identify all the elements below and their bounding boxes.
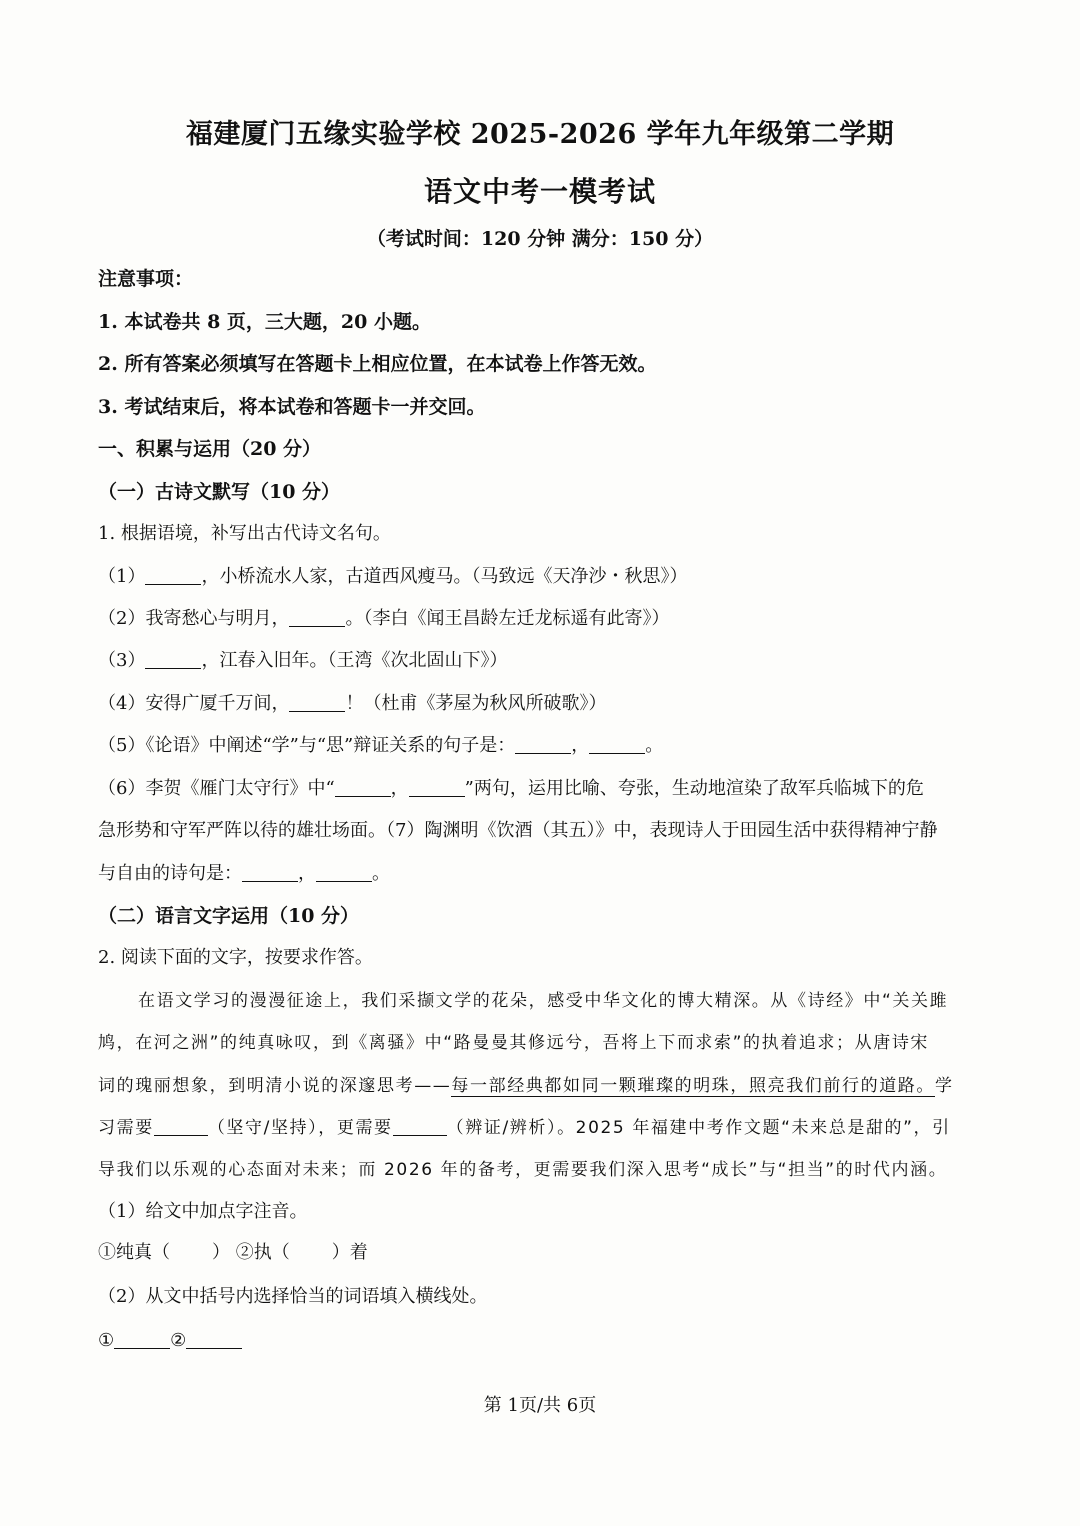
- answer-blank: [145, 568, 201, 585]
- passage-line-4: [98, 1115, 951, 1141]
- passage-line-3-text: 词的瑰丽想象，到明清小说的深邃思考——: [98, 1076, 452, 1096]
- question-1-stem: 1. 根据语境，补写出古代诗文名句。: [98, 523, 391, 544]
- q1-item-1-prefix: （1）: [98, 566, 146, 587]
- q1-item-5-end: 。: [645, 735, 664, 756]
- sub-question-1-answer: [98, 1240, 368, 1266]
- q1-item-7-text: 与自由的诗句是：: [98, 863, 242, 884]
- answer-blank: [289, 695, 345, 712]
- q1-item-2-text: （2）我寄愁心与明月，: [98, 608, 290, 629]
- q1-item-1: [98, 564, 687, 590]
- answer-blank: [393, 1119, 447, 1136]
- q1-item-3: [98, 648, 507, 674]
- answer-1-label: ①纯: [98, 1242, 134, 1263]
- note-item-1: 1. 本试卷共 8 页，三大题，20 小题。: [98, 311, 431, 333]
- passage-line-5: 导我们以乐观的心态面对未来；而 2026 年的备考，更需要我们深入思考“成长”与“担当”的时代内涵。: [98, 1160, 948, 1180]
- sub-question-1: （1）给文中加点字注音。: [98, 1201, 308, 1222]
- answer-2-char: 执: [253, 1242, 272, 1263]
- passage-line-3-end: 学: [935, 1076, 954, 1096]
- passage-line-4-c: （辨证/辨析）。2025 年福建中考作文题“未来总是甜的”，引: [446, 1118, 951, 1138]
- answer-blank: [409, 780, 465, 797]
- answer-1-label: ①: [98, 1330, 115, 1351]
- q1-item-7: [98, 861, 390, 887]
- exam-info: （考试时间：120 分钟 满分：150 分）: [366, 228, 714, 250]
- answer-2-label: ②: [170, 1330, 187, 1351]
- answer-blank: [289, 610, 345, 627]
- q1-item-7-end: 。: [372, 863, 390, 884]
- note-item-2: 2. 所有答案必须填写在答题卡上相应位置，在本试卷上作答无效。: [98, 353, 657, 375]
- passage-line-4-b: （坚守/坚持），更需要: [207, 1118, 393, 1138]
- answer-blank: [242, 865, 298, 882]
- q1-item-2: [98, 606, 669, 632]
- answer-blank: [515, 737, 571, 754]
- passage-line-4-a: 习需要: [98, 1118, 154, 1138]
- answer-blank: [114, 1332, 170, 1349]
- passage-line-2: 鸠，在河之洲”的纯真咏叹，到《离骚》中“路曼曼其修远兮，吾将上下而求索”的执着追求；从唐诗宋: [98, 1033, 930, 1053]
- q1-item-7-comma: ，: [298, 863, 316, 884]
- notes-heading: 注意事项：: [98, 268, 194, 290]
- answer-2-label: ） ②: [212, 1242, 254, 1263]
- q1-item-5: [98, 733, 663, 759]
- q1-item-5-text: （5）《论语》中阐述“学”与“思”辩证关系的句子是：: [98, 735, 516, 756]
- q1-item-6-desc: ”两句，运用比喻、夸张，生动地渲染了敌军兵临城下的危: [464, 778, 924, 799]
- q1-item-6-continued: 急形势和守军严阵以待的雄壮场面。（7）陶渊明《饮酒（其五）》中，表现诗人于田园生活中获得精神宁静: [98, 820, 938, 841]
- q1-item-2-source: 。（李白《闻王昌龄左迁龙标遥有此寄》）: [345, 608, 670, 629]
- exam-title: 福建厦门五缘实验学校 2025-2026 学年九年级第二学期: [185, 119, 895, 150]
- answer-blank: [186, 1332, 242, 1349]
- q1-item-6-comma: ，: [390, 778, 409, 799]
- answer-blank: [316, 865, 372, 882]
- question-2-stem: 2. 阅读下面的文字，按要求作答。: [98, 947, 373, 968]
- answer-blank: [335, 780, 391, 797]
- q1-item-4-source: ！（杜甫《茅屋为秋风所破歌》）: [345, 693, 607, 714]
- section2-heading: （二）语言文字运用（10 分）: [98, 905, 360, 927]
- q1-item-5-comma: ，: [571, 735, 590, 756]
- page-number: 第 1页/共 6页: [483, 1395, 597, 1416]
- q1-item-1-text: ，小桥流水人家，古道西风瘦马。（马致远《天净沙・秋思》）: [201, 566, 688, 587]
- underlined-sentence: 每一部经典都如同一颗璀璨的明珠，照亮我们前行的道路。: [451, 1076, 936, 1096]
- q1-item-4: [98, 691, 606, 717]
- q1-item-3-text: ，江春入旧年。（王湾《次北固山下》）: [201, 650, 508, 671]
- part1-heading: 一、积累与运用（20 分）: [98, 438, 322, 460]
- answer-2-close: ）着: [331, 1242, 368, 1263]
- q1-item-6: [98, 776, 924, 802]
- note-item-3: 3. 考试结束后，将本试卷和答题卡一并交回。: [98, 396, 486, 418]
- answer-1-char: 真（: [134, 1242, 170, 1263]
- sub-question-2: （2）从文中括号内选择恰当的词语填入横线处。: [98, 1286, 488, 1307]
- q1-item-4-text: （4）安得广厦千万间，: [98, 693, 290, 714]
- exam-subtitle: 语文中考一模考试: [423, 175, 656, 208]
- passage-line-3: [98, 1073, 954, 1099]
- answer-blank: [145, 652, 201, 669]
- q1-item-3-prefix: （3）: [98, 650, 146, 671]
- answer-2-open: （: [271, 1242, 290, 1263]
- sub-question-2-answer: [98, 1328, 242, 1354]
- q1-item-6-text: （6）李贺《雁门太守行》中“: [98, 778, 335, 799]
- answer-blank: [589, 737, 645, 754]
- passage-line-1: 在语文学习的漫漫征途上，我们采撷文学的花朵，感受中华文化的博大精深。从《诗经》中“关关雎: [138, 991, 949, 1011]
- answer-blank: [154, 1119, 208, 1136]
- section1-heading: （一）古诗文默写（10 分）: [98, 481, 341, 503]
